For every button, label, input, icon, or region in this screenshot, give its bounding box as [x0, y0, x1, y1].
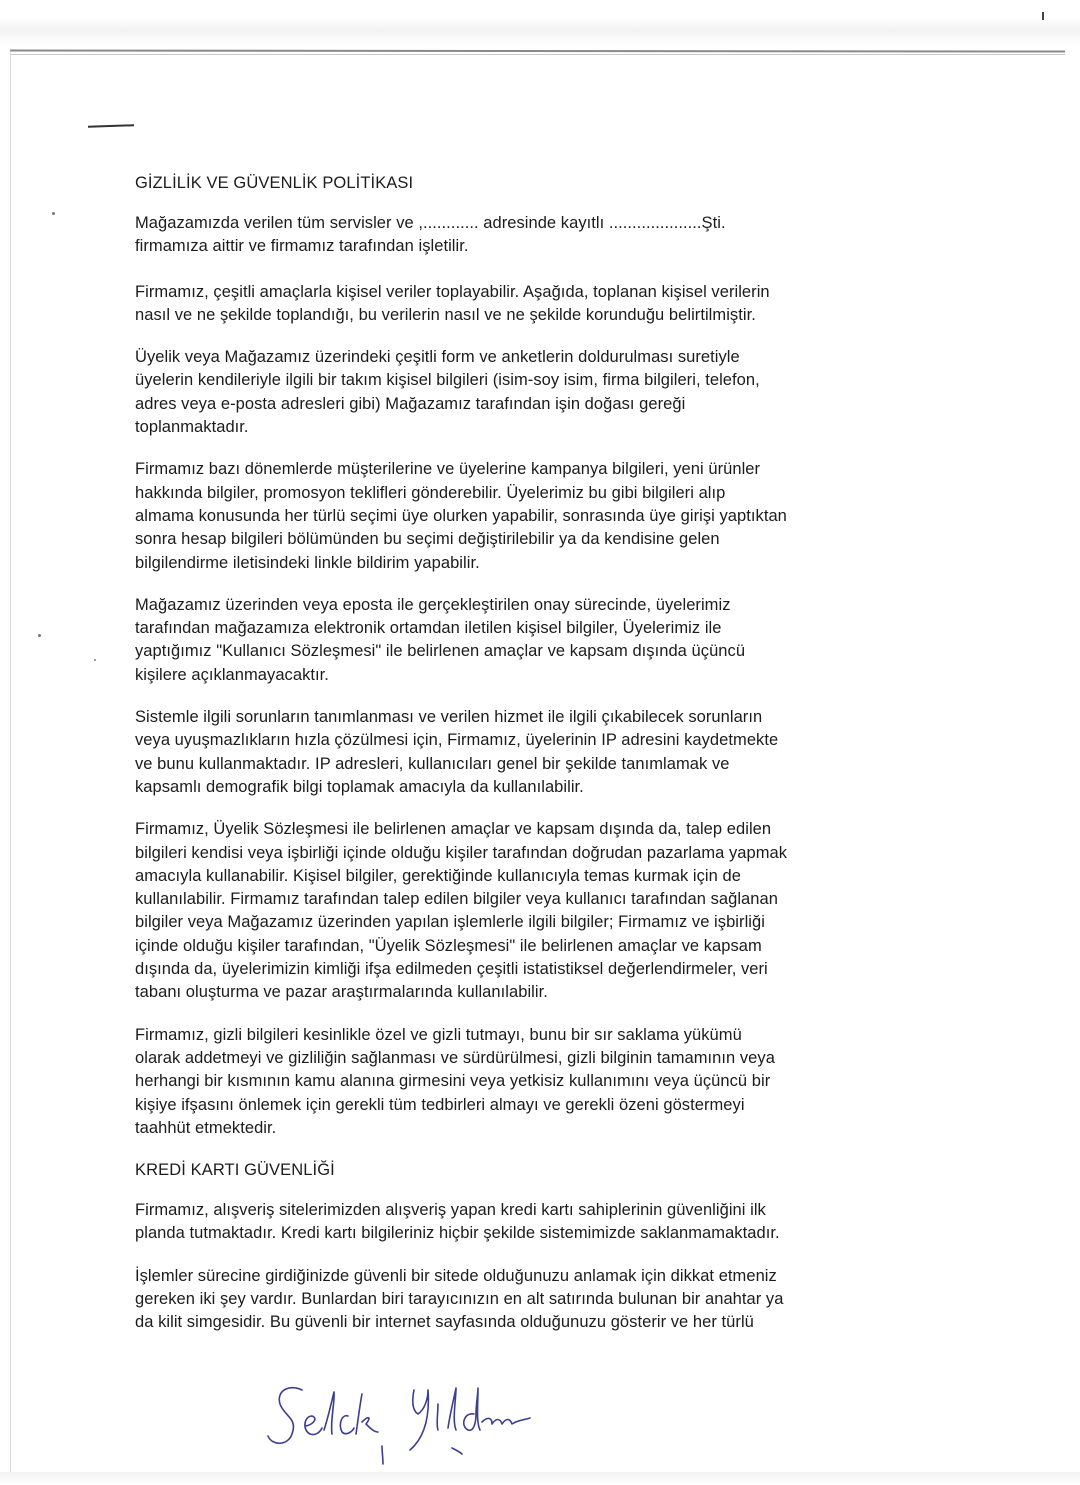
scan-bottom-edge	[0, 1472, 1080, 1485]
scan-left-edge	[10, 52, 11, 1472]
paragraph-membership-forms: Üyelik veya Mağazamız üzerindeki çeşitli form ve anketlerin doldurulması suretiyle üyelerin kendileriyle ilgili bir takım kişisel bilgileri (isim-soy isim, firma bilgileri, telefon, adres veya e-posta adresleri gibi) Mağazamız tarafından işin doğası gereği toplanmaktadır.	[135, 348, 760, 437]
section-title-credit-card: KREDİ KARTI GÜVENLİĞİ	[135, 1161, 335, 1180]
document-page	[135, 172, 935, 1354]
scan-border-line-secondary	[10, 54, 1065, 55]
scan-speck	[52, 212, 55, 215]
paragraph-secure-site: İşlemler sürecine girdiğinizde güvenli bir sitede olduğunuzu anlamak için dikkat etmeniz gereken iki şey vardır. Bunlardan biri tarayıcınızın en alt satırında bulunan bir anahtar ya da kilit simgesidir. Bu güvenli bir internet sayfasında olduğunuzu gösterir ve her türlü	[135, 1266, 784, 1332]
handwritten-signature	[262, 1378, 582, 1468]
paragraph-approval-process: Mağazamız üzerinden veya eposta ile gerçekleştirilen onay sürecinde, üyelerimiz tarafından mağazamıza elektronik ortamdan iletilen kişisel bilgiler, Üyelerimiz ile yaptığımız "Kullanıcı Sözleşmesi" ile belirlenen amaçlar ve kapsam dışında üçüncü kişilere açıklanmayacaktır.	[135, 595, 746, 684]
paragraph-card-security: Firmamız, alışveriş sitelerimizden alışveriş yapan kredi kartı sahiplerinin güvenliğini ilk planda tutmaktadır. Kredi kartı bilgileriniz hiçbir şekilde sistemimizde saklanmamaktadır.	[135, 1201, 780, 1243]
scan-speck	[94, 659, 96, 661]
scan-corner-mark	[1042, 12, 1044, 20]
paragraph-intro: Mağazamızda verilen tüm servisler ve ,............ adresinde kayıtlı ....................Şti. firmamıza aittir ve firmamız tarafından işletilir.	[135, 214, 726, 256]
paragraph-ip-address: Sistemle ilgili sorunların tanımlanması ve verilen hizmet ile ilgili çıkabilecek sorunların veya uyuşmazlıkların hızla çözülmesi için, Firmamız, üyelerinin IP adresini kaydetmekte ve bunu kullanmaktadır. IP adresleri, kullanıcıları genel bir şekilde tanımlamak ve kapsamlı demografik bilgi toplamak amacıyla da kullanılabilir.	[135, 708, 779, 796]
scan-border-line	[10, 49, 1065, 52]
paragraph-campaigns: Firmamız bazı dönemlerde müşterilerine ve üyelerine kampanya bilgileri, yeni ürünler hakkında bilgiler, promosyon teklifleri gönderebilir. Üyelerimiz bu gibi bilgileri alıp almama konusunda her türlü seçimi üye olurken yapabilir, sonrasında üye girişi yaptıktan sonra hesap bilgileri bölümünden bu seçimi değiştirilebilir ya da kendisine gelen bilgilendirme iletisindeki linkle bildirim yapabilir.	[135, 460, 787, 572]
scan-speck	[38, 634, 41, 637]
scan-top-edge	[0, 0, 1080, 46]
paragraph-confidentiality: Firmamız, gizli bilgileri kesinlikle özel ve gizli tutmayı, bunu bir sır saklama yükümü olarak addetmeyi ve gizliliğin sağlanması ve sürdürülmesi, gizli bilginin tamamının veya herhangi bir kısmının kamu alanına girmesini veya yetkisiz kullanımını veya üçüncü bir kişiye ifşasını önlemek için gerekli tüm tedbirleri almayı ve gerekli özeni göstermeyi taahhüt etmektedir.	[135, 1025, 775, 1137]
document-title: GİZLİLİK VE GÜVENLİK POLİTİKASI	[135, 174, 414, 192]
paragraph-data-collection: Firmamız, çeşitli amaçlarla kişisel veriler toplayabilir. Aşağıda, toplanan kişisel verilerin nasıl ve ne şekilde toplandığı, bu verilerin nasıl ve ne şekilde korunduğu belirtilmiştir.	[135, 282, 770, 324]
paragraph-marketing-use: Firmamız, Üyelik Sözleşmesi ile belirlenen amaçlar ve kapsam dışında da, talep edilen bilgileri kendisi veya işbirliği içinde olduğu kişiler tarafından doğrudan pazarlama yapmak amacıyla kullanabilir. Kişisel bilgiler, gerektiğinde kullanıcıyla temas kurmak için de kullanılabilir. Firmamız tarafından talep edilen bilgiler veya kullanıcı tarafından sağlanan bilgiler veya Mağazamız üzerinden yapılan işlemlerle ilgili bilgiler; Firmamız ve işbirliği içinde olduğu kişiler tarafından, "Üyelik Sözleşmesi" ile belirlenen amaçlar ve kapsam dışında da, üyelerimizin kimliği ifşa edilmeden çeşitli istatistiksel değerlendirmeler, veri tabanı oluşturma ve pazar araştırmalarında kullanılabilir.	[135, 820, 788, 1002]
pen-dash-mark	[88, 124, 134, 128]
